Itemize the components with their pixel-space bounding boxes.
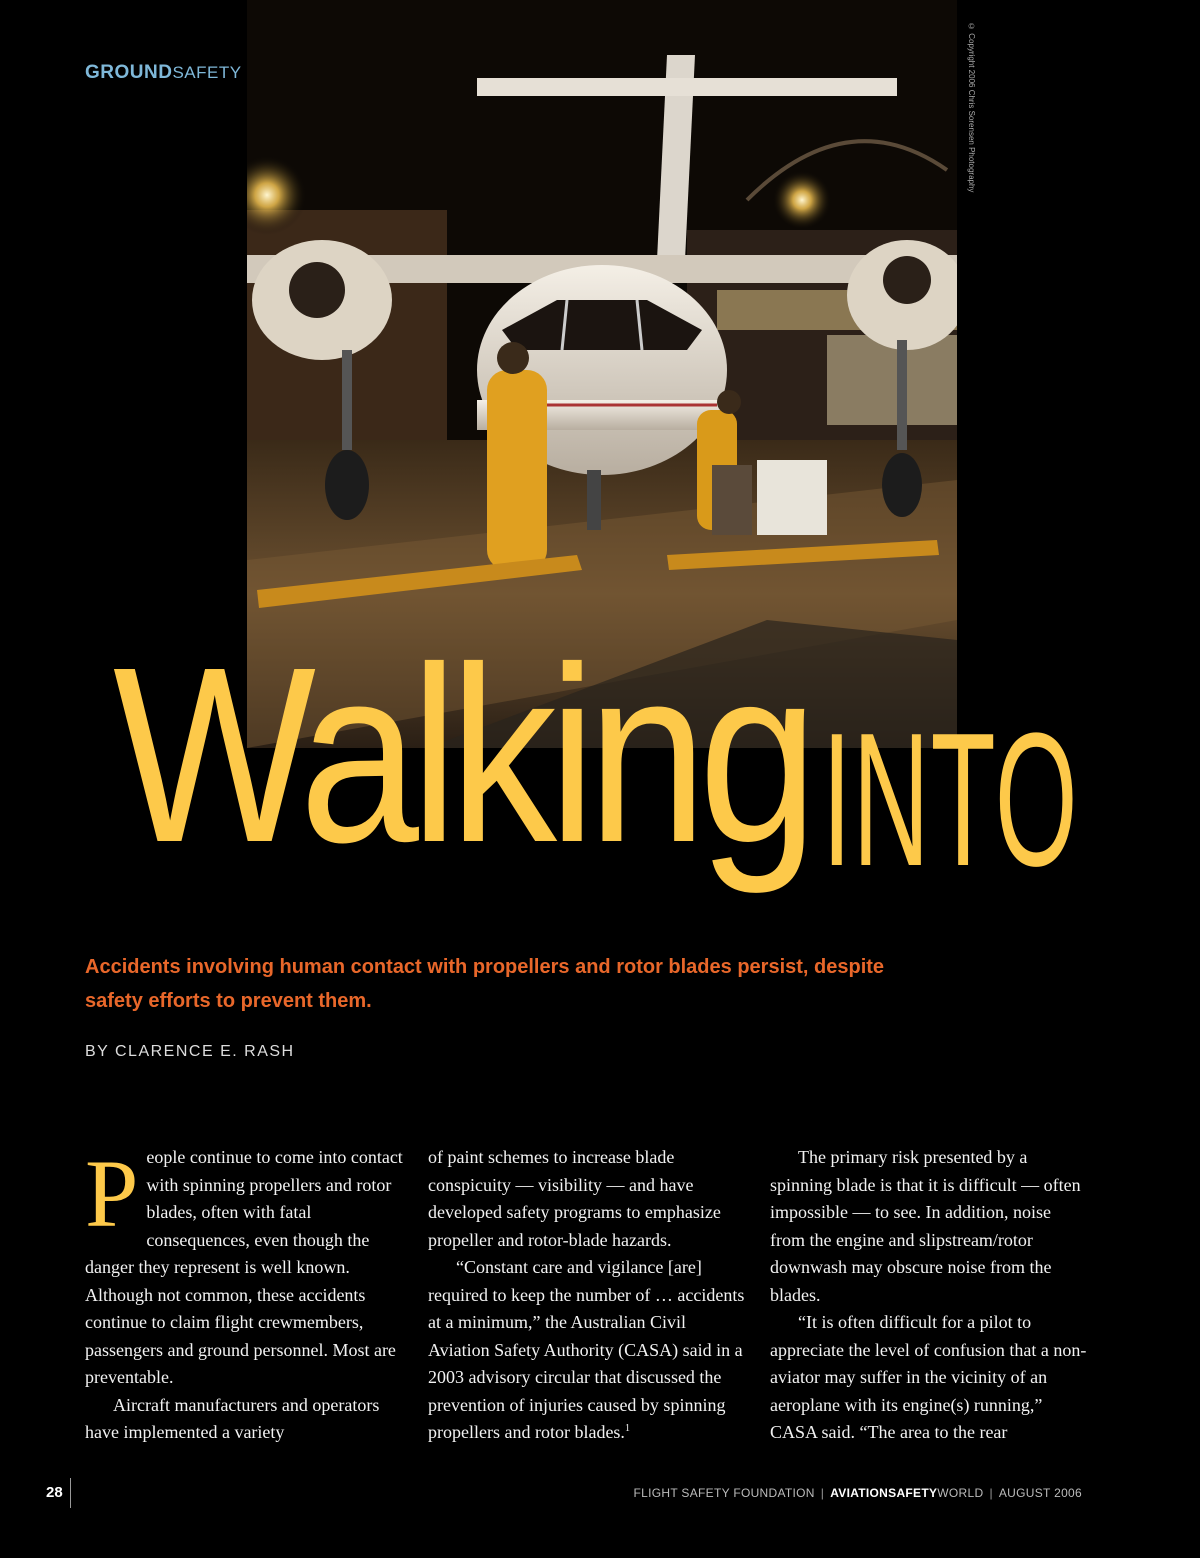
body-column-3 <box>770 1144 1088 1447</box>
footer-separator: | <box>989 1486 993 1500</box>
footer-issue: AUGUST 2006 <box>998 1486 1082 1500</box>
body-column-2 <box>428 1144 746 1447</box>
headline-walking: Walking <box>113 615 810 894</box>
col3-paragraph-1: The primary risk presented by a spinning blade is that it is difficult — often impossible — to see. In addition, noise from the engine and slipstream/rotor downwash may obscure noise from the blades. <box>770 1147 1081 1305</box>
section-label-light: SAFETY <box>172 63 242 82</box>
article-deck: Accidents involving human contact with propellers and rotor blades persist, despite safety efforts to prevent them. <box>85 956 885 1012</box>
col1-paragraph-2: Aircraft manufacturers and operators have implemented a variety <box>85 1394 380 1442</box>
footer-publisher: FLIGHT SAFETY FOUNDATION <box>633 1486 815 1500</box>
photo-credit: © Copyright 2006 Chris Sorensen Photography <box>967 22 976 193</box>
col1-paragraph-1: eople continue to come into contact with spinning propellers and rotor blades, often with fatal consequences, even though the danger they represent is well known. Although not common, these accidents continue to claim flight crewmembers, passengers and ground personnel. Most are preventable. <box>85 1147 403 1387</box>
headline-word-1 <box>113 615 923 894</box>
footer-publication <box>634 1486 1082 1500</box>
headline-word-2: INTO <box>822 694 1079 906</box>
col2-paragraph-1: of paint schemes to increase blade conspicuity — visibility — and have developed safety programs to emphasize propeller and rotor-blade hazards. <box>428 1147 721 1250</box>
footer-magazine-bold: AVIATIONSAFETY <box>830 1486 938 1500</box>
footer-divider <box>70 1478 71 1508</box>
section-label-bold: GROUND <box>85 62 173 83</box>
footnote-marker: 1 <box>624 1423 630 1434</box>
col2-paragraph-2: “Constant care and vigilance [are] required to keep the number of … accidents at a minimum,” the Australian Civil Aviation Safety Authority (CASA) said in a 2003 advisory circular that discussed the prevention of injuries caused by spinning propellers and rotor blades. <box>428 1257 745 1442</box>
footer-separator: | <box>820 1486 825 1500</box>
footer-magazine-light: WORLD <box>937 1486 984 1500</box>
page-number: 28 <box>46 1484 63 1501</box>
drop-cap: P <box>85 1140 139 1247</box>
byline: BY CLARENCE E. RASH <box>85 1043 295 1060</box>
section-label <box>85 62 242 84</box>
page-footer <box>0 1478 1200 1508</box>
body-column-1 <box>85 1140 403 1447</box>
col3-paragraph-2: “It is often difficult for a pilot to appreciate the level of confusion that a non-aviator may suffer in the vicinity of an aeroplane with its engine(s) running,” CASA said. “The area to the rear <box>770 1312 1087 1442</box>
